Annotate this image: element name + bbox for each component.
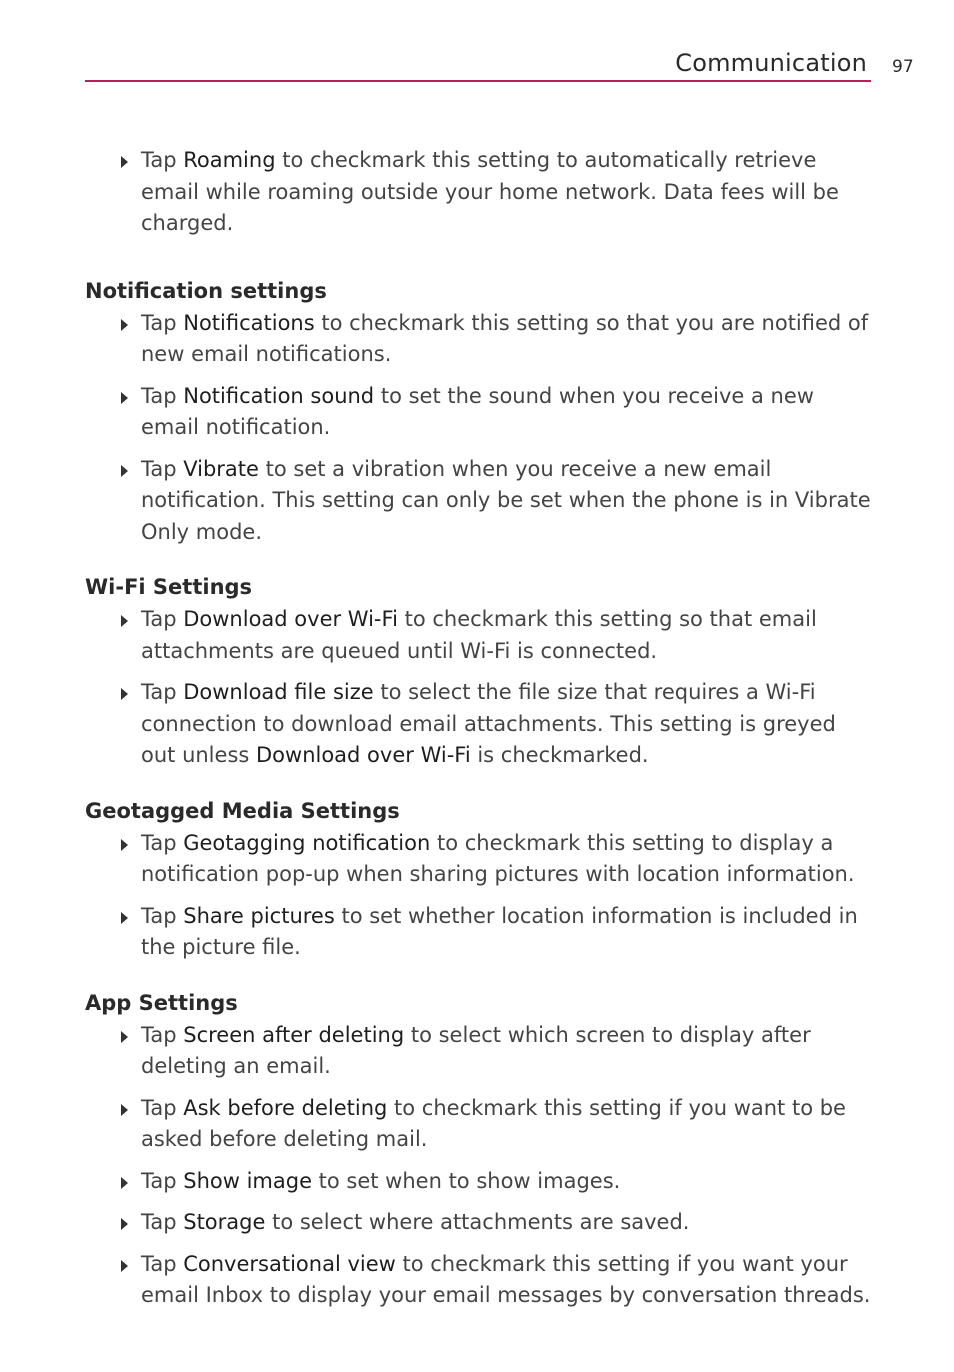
triangle-right-icon [121,319,128,331]
triangle-right-icon [121,1177,128,1189]
setting-keyword: Notification sound [183,383,375,408]
geotagged-media-settings-list [85,828,875,964]
triangle-right-icon [121,465,128,477]
section-heading: App Settings [85,990,238,1015]
setting-keyword: Download over Wi-Fi [183,607,398,631]
page-number: 97 [892,57,914,77]
setting-keyword: Conversational view [183,1251,396,1276]
list-item: Tap Download over Wi-Fi to checkmark this setting so that email attachments are queued until Wi-Fi is connected. [85,604,875,667]
section-heading: Wi-Fi Settings [85,575,253,599]
setting-keyword: Vibrate [183,456,259,481]
triangle-right-icon [121,912,128,924]
page-content [85,145,875,1322]
setting-keyword: Geotagging notification [183,830,431,855]
intro-list [85,145,875,240]
list-item: Tap Screen after deleting to select which screen to display after deleting an email. [85,1020,875,1083]
list-item: Tap Roaming to checkmark this setting to automatically retrieve email while roaming outside your home network. Data fees will be charged. [85,145,875,240]
setting-keyword: Share pictures [183,903,335,928]
list-item: Tap Conversational view to checkmark this setting if you want your email Inbox to display your email messages by conversation threads. [85,1249,875,1312]
notification-settings-list [85,308,875,549]
list-item: Tap Notifications to checkmark this setting so that you are notified of new email notifications. [85,308,875,371]
setting-keyword: Download file size [183,680,374,704]
setting-keyword: Storage [183,1210,266,1234]
list-item: Tap Storage to select where attachments are saved. [85,1207,875,1239]
triangle-right-icon [121,392,128,404]
triangle-right-icon [121,1260,128,1272]
triangle-right-icon [121,615,128,627]
header-title: Communication [675,49,867,77]
app-settings-list [85,1020,875,1312]
triangle-right-icon [121,1104,128,1116]
list-item: Tap Vibrate to set a vibration when you receive a new email notification. This setting can only be set when the phone is in Vibrate Only mode. [85,454,875,549]
setting-keyword: Notifications [183,310,315,335]
triangle-right-icon [121,1218,128,1230]
wifi-settings-list [85,604,875,772]
section-heading: Notification settings [85,278,327,303]
list-item: Tap Ask before deleting to checkmark this setting if you want to be asked before deleting mail. [85,1093,875,1156]
setting-keyword: Ask before deleting [183,1095,388,1120]
triangle-right-icon [121,156,128,168]
list-item: Tap Show image to set when to show images. [85,1166,875,1198]
list-item: Tap Notification sound to set the sound when you receive a new email notification. [85,381,875,444]
setting-keyword: Download over Wi-Fi [256,743,471,767]
triangle-right-icon [121,688,128,700]
triangle-right-icon [121,1031,128,1043]
section-heading: Geotagged Media Settings [85,798,400,823]
setting-keyword: Roaming [183,148,276,172]
triangle-right-icon [121,839,128,851]
list-item: Tap Share pictures to set whether location information is included in the picture file. [85,901,875,964]
list-item: Tap Download file size to select the file size that requires a Wi-Fi connection to download email attachments. This setting is greyed out unless Download over Wi-Fi is checkmarked. [85,677,875,772]
setting-keyword: Screen after deleting [183,1022,405,1047]
list-item: Tap Geotagging notification to checkmark this setting to display a notification pop-up when sharing pictures with location information. [85,828,875,891]
header-divider [85,80,871,82]
setting-keyword: Show image [183,1168,312,1193]
